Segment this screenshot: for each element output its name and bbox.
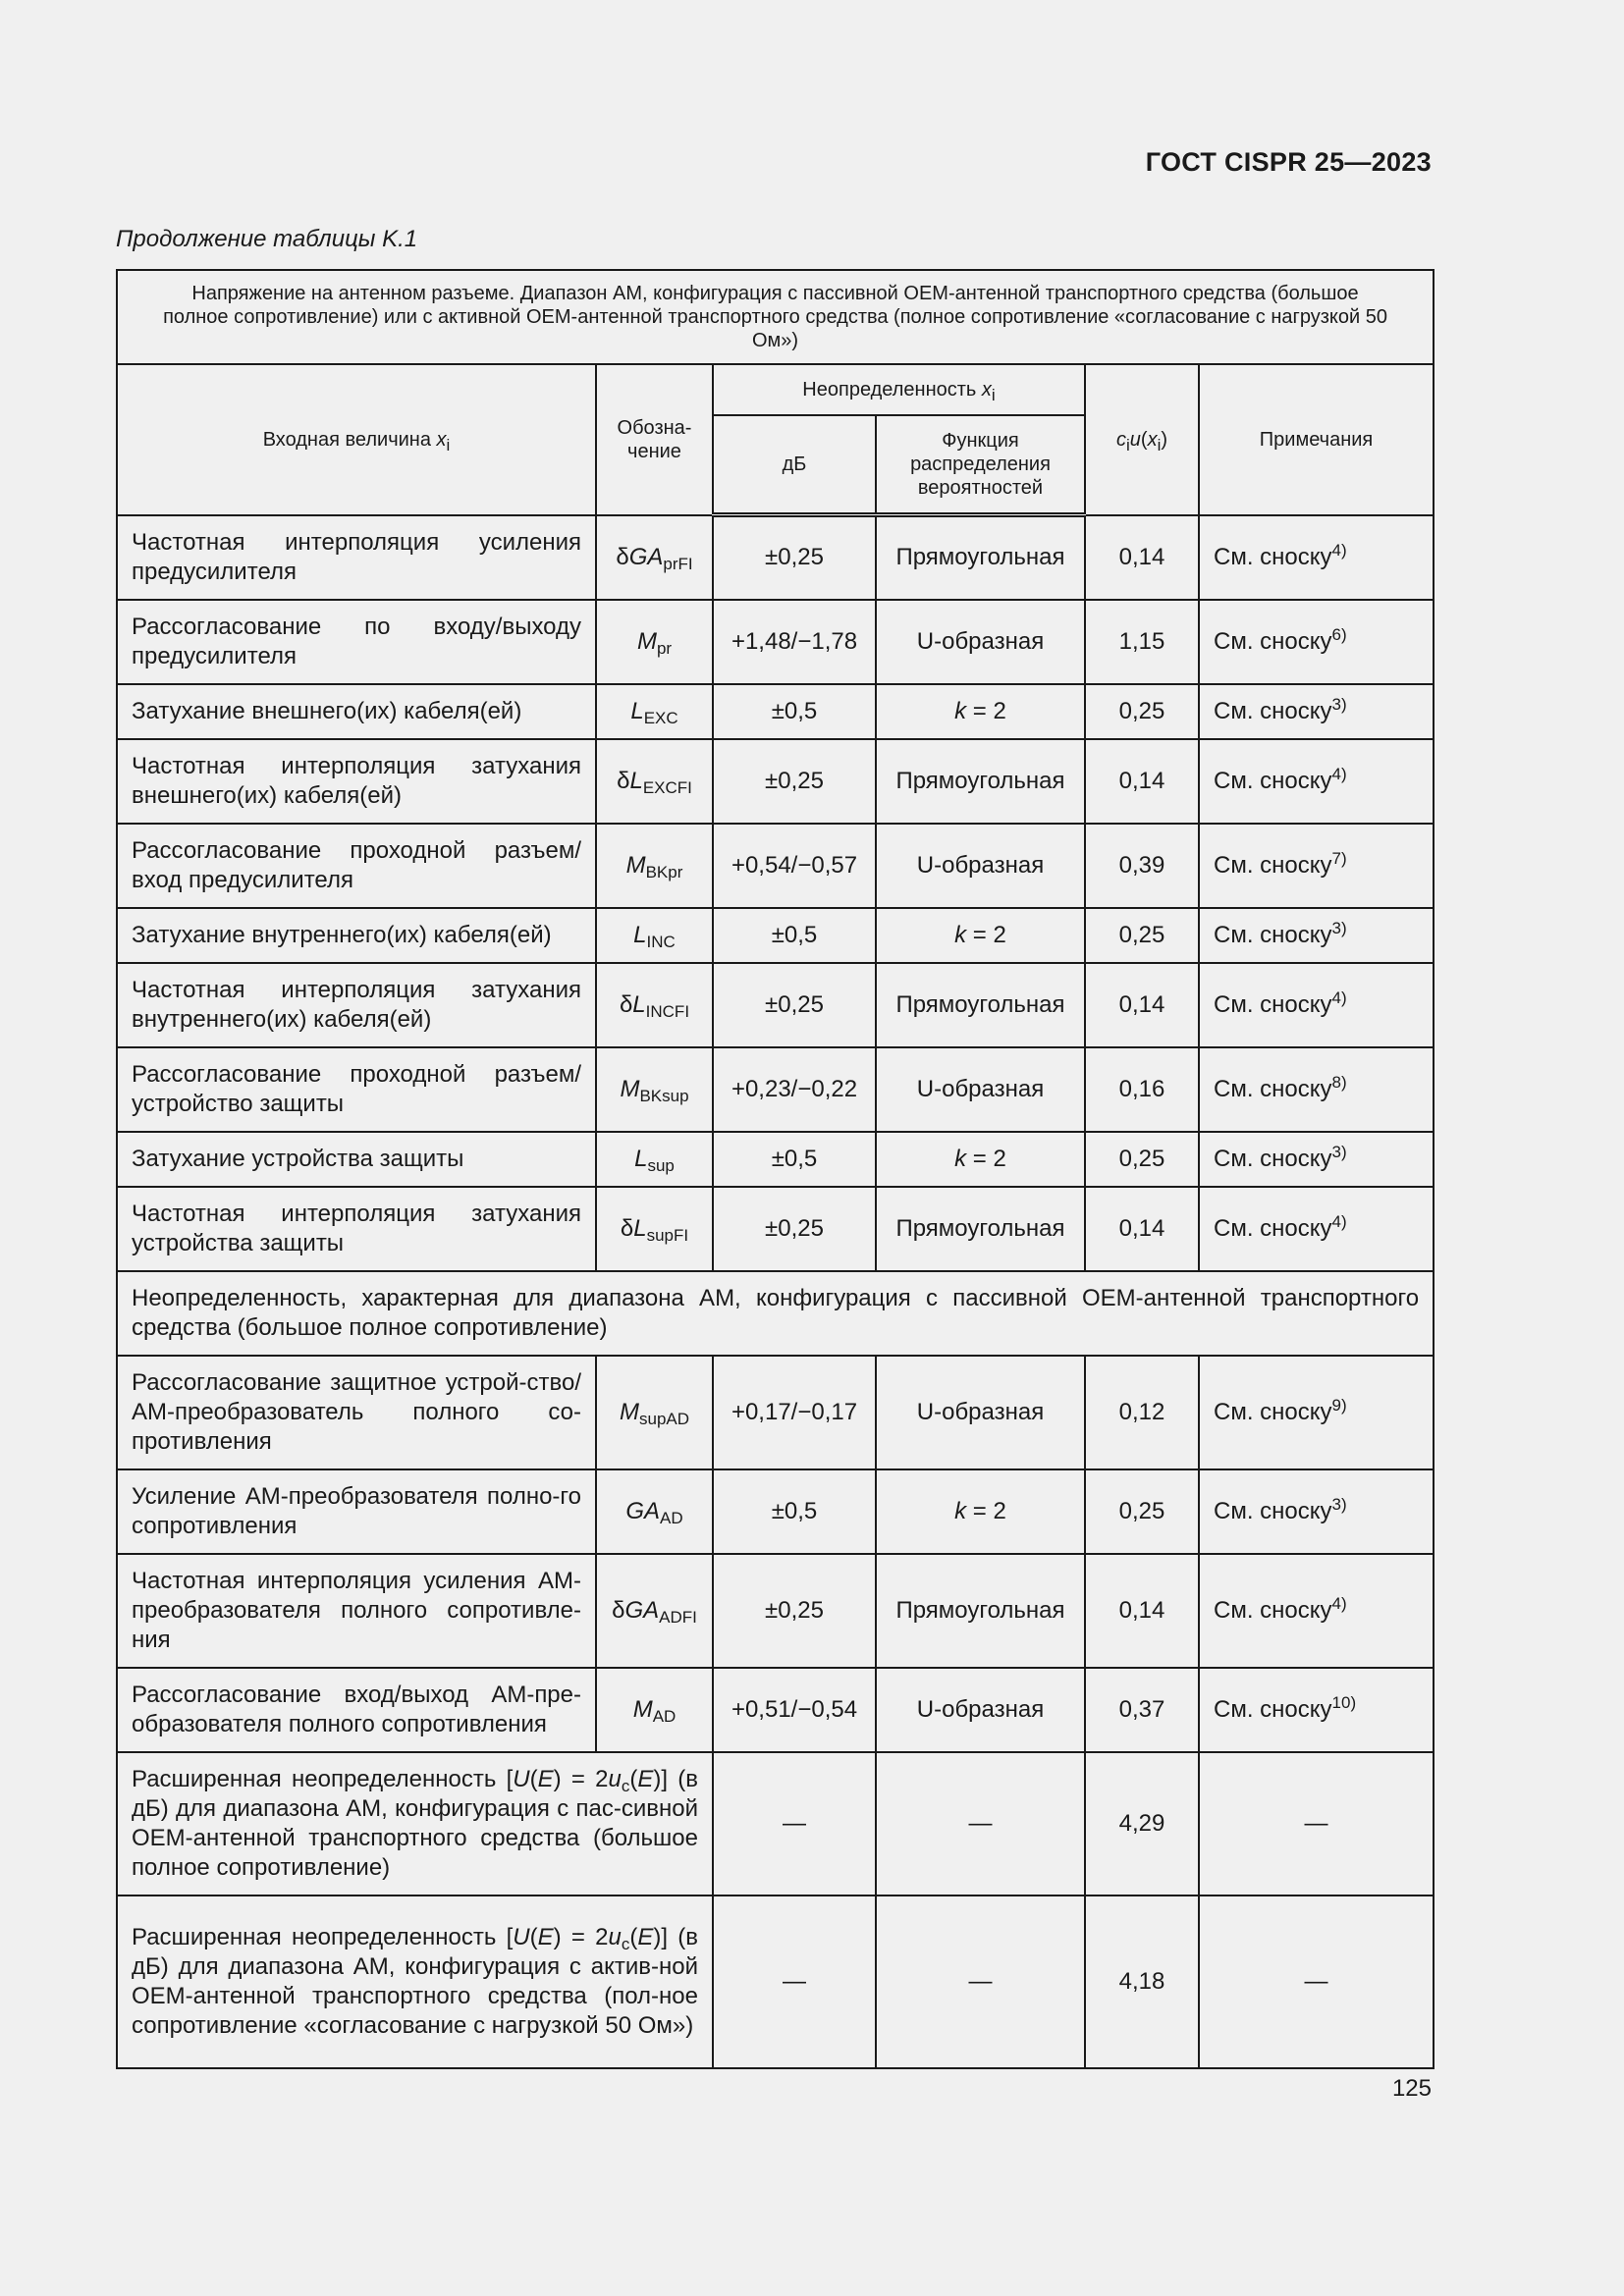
distribution: Прямоугольная <box>876 1187 1085 1271</box>
note-text: См. сноску <box>1214 1075 1332 1102</box>
coverage-factor: k <box>954 697 967 724</box>
designation <box>596 515 713 600</box>
input-quantity: Рассогласование проходной разъем/вход предусилителя <box>117 824 596 908</box>
uncertainty-db: ±0,25 <box>713 963 876 1047</box>
distribution <box>876 684 1085 739</box>
note <box>1199 600 1434 684</box>
distribution: — <box>876 1752 1085 1896</box>
input-quantity: Частотная интерполяция затухания внутреннего(их) кабеля(ей) <box>117 963 596 1047</box>
distribution: U-образная <box>876 1356 1085 1469</box>
designation-symbol: L <box>633 1214 647 1242</box>
designation-prefix: δ <box>617 767 630 794</box>
designation <box>596 963 713 1047</box>
footnote-ref: 6) <box>1331 624 1347 644</box>
distribution <box>876 1132 1085 1187</box>
input-quantity: Рассогласование по входу/выходу предусилителя <box>117 600 596 684</box>
table-title: Напряжение на антенном разъеме. Диапазон АМ, конфигурация с пассивной ОЕМ-антенной транспортного средства (большое полное сопротивление) или с активной ОЕМ-антенной транспортного средства (полное сопротивление «согласование с нагрузкой 50 Ом») <box>117 270 1434 364</box>
ciu-value: 1,15 <box>1085 600 1199 684</box>
distribution: Прямоугольная <box>876 739 1085 824</box>
distribution: U-образная <box>876 1668 1085 1752</box>
note <box>1199 1554 1434 1668</box>
section-title: Неопределенность, характерная для диапазона АМ, конфигурация с пассивной ОЕМ-антенной транспортного средства (большое полное сопротивление) <box>117 1271 1434 1356</box>
footnote-ref: 4) <box>1331 988 1347 1007</box>
uncertainty-db: ±0,25 <box>713 1187 876 1271</box>
footnote-ref: 3) <box>1331 694 1347 714</box>
uncertainty-db: ±0,25 <box>713 515 876 600</box>
coverage-factor: k <box>954 921 967 948</box>
table-row <box>117 963 1434 1047</box>
ciu-value: 0,16 <box>1085 1047 1199 1132</box>
designation-subscript: pr <box>656 638 673 658</box>
ciu-value: 4,29 <box>1085 1752 1199 1896</box>
designation-symbol: L <box>630 697 644 724</box>
designation-subscript: prFI <box>663 554 693 573</box>
ciu-value: 0,37 <box>1085 1668 1199 1752</box>
footnote-ref: 7) <box>1331 848 1347 868</box>
col-header-notes: Примечания <box>1199 364 1434 515</box>
table-row <box>117 1469 1434 1554</box>
note-text: См. сноску <box>1214 1398 1332 1425</box>
input-quantity: Рассогласование проходной разъем/устройство защиты <box>117 1047 596 1132</box>
ciu-value: 0,14 <box>1085 1187 1199 1271</box>
coverage-value: = 2 <box>966 697 1006 724</box>
distribution <box>876 1469 1085 1554</box>
designation-prefix: δ <box>612 1596 625 1624</box>
designation <box>596 684 713 739</box>
note: — <box>1199 1752 1434 1896</box>
uncertainty-db: — <box>713 1896 876 2068</box>
designation-subscript: AD <box>652 1706 677 1726</box>
designation-subscript: BKsup <box>639 1086 689 1105</box>
designation-symbol: GA <box>625 1497 661 1524</box>
uncertainty-db: ±0,25 <box>713 1554 876 1668</box>
note <box>1199 908 1434 963</box>
table-row <box>117 684 1434 739</box>
footnote-ref: 4) <box>1331 540 1347 560</box>
footnote-ref: 8) <box>1331 1072 1347 1092</box>
footnote-ref: 9) <box>1331 1395 1347 1415</box>
footnote-ref: 4) <box>1331 764 1347 783</box>
designation-subscript: BKpr <box>645 862 683 881</box>
designation <box>596 824 713 908</box>
note-text: См. сноску <box>1214 1214 1332 1242</box>
input-quantity: Частотная интерполяция затухания устройства защиты <box>117 1187 596 1271</box>
expanded-uncertainty-label: Расширенная неопределенность $[U(E) = 2u_c(E)]$ (в дБ) для диапазона АМ, конфигурация с актив-ной ОЕМ-антенной транспортного средства (пол-ное сопротивление «согласование с нагрузкой 50 Ом») <box>117 1896 713 2068</box>
designation-prefix: δ <box>619 990 633 1018</box>
table-row <box>117 1668 1434 1752</box>
note-text: См. сноску <box>1214 1695 1332 1723</box>
note <box>1199 1047 1434 1132</box>
note-text: См. сноску <box>1214 1145 1332 1172</box>
ciu-value: 0,25 <box>1085 684 1199 739</box>
table-row <box>117 1356 1434 1469</box>
designation <box>596 1047 713 1132</box>
designation-subscript: INCFI <box>645 1001 690 1021</box>
uncertainty-db: +0,23/−0,22 <box>713 1047 876 1132</box>
page-number: 125 <box>1391 2075 1432 2102</box>
designation-subscript: sup <box>647 1155 675 1175</box>
input-quantity: Частотная интерполяция усиления предусилителя <box>117 515 596 600</box>
uncertainty-db: ±0,25 <box>713 739 876 824</box>
designation-symbol: L <box>629 767 643 794</box>
input-quantity: Частотная интерполяция затухания внешнего(их) кабеля(ей) <box>117 739 596 824</box>
uncertainty-table <box>116 269 1435 2069</box>
ciu-value: 0,14 <box>1085 515 1199 600</box>
distribution: Прямоугольная <box>876 1554 1085 1668</box>
note <box>1199 1187 1434 1271</box>
coverage-value: = 2 <box>966 921 1006 948</box>
designation-subscript: INC <box>646 932 676 951</box>
designation-symbol: L <box>632 990 646 1018</box>
uncertainty-db: — <box>713 1752 876 1896</box>
designation <box>596 1554 713 1668</box>
uncertainty-db: +0,17/−0,17 <box>713 1356 876 1469</box>
input-quantity: Затухание внутреннего(их) кабеля(ей) <box>117 908 596 963</box>
input-quantity: Затухание устройства защиты <box>117 1132 596 1187</box>
table-row <box>117 1187 1434 1271</box>
footnote-ref: 4) <box>1331 1593 1347 1613</box>
ciu-value: 0,14 <box>1085 1554 1199 1668</box>
input-quantity: Частотная интерполяция усиления АМ-преобразователя полного сопротивле-ния <box>117 1554 596 1668</box>
note <box>1199 684 1434 739</box>
table-row <box>117 1047 1434 1132</box>
note <box>1199 1668 1434 1752</box>
footnote-ref: 3) <box>1331 918 1347 937</box>
coverage-factor: k <box>954 1145 967 1172</box>
ciu-value: 0,14 <box>1085 739 1199 824</box>
ciu-value: 0,25 <box>1085 1469 1199 1554</box>
col-header-designation: Обозна-чение <box>596 364 713 515</box>
footnote-ref: 10) <box>1331 1692 1357 1712</box>
note-text: См. сноску <box>1214 921 1332 948</box>
designation <box>596 1356 713 1469</box>
distribution: U-образная <box>876 1047 1085 1132</box>
designation <box>596 1187 713 1271</box>
designation <box>596 739 713 824</box>
note <box>1199 824 1434 908</box>
designation-subscript: ADFI <box>659 1607 697 1627</box>
uncertainty-db: ±0,5 <box>713 908 876 963</box>
designation <box>596 908 713 963</box>
designation-symbol: M <box>636 627 657 655</box>
note <box>1199 1469 1434 1554</box>
table-row <box>117 908 1434 963</box>
coverage-value: = 2 <box>966 1145 1006 1172</box>
designation-subscript: AD <box>660 1508 683 1527</box>
note-text: См. сноску <box>1214 851 1332 879</box>
designation-symbol: M <box>625 851 646 879</box>
distribution: U-образная <box>876 600 1085 684</box>
designation <box>596 600 713 684</box>
table-row <box>117 1132 1434 1187</box>
col-header-ciu: $c_iu(x_i)$ <box>1085 364 1199 515</box>
note-text: См. сноску <box>1214 627 1332 655</box>
designation-symbol: L <box>633 921 647 948</box>
table-row <box>117 600 1434 684</box>
uncertainty-db: ±0,5 <box>713 1469 876 1554</box>
designation <box>596 1469 713 1554</box>
note <box>1199 1132 1434 1187</box>
table-row <box>117 1554 1434 1668</box>
expanded-uncertainty-row <box>117 1752 1434 1896</box>
ciu-value: 0,39 <box>1085 824 1199 908</box>
designation-prefix: δ <box>620 1214 634 1242</box>
designation-subscript: EXC <box>643 708 678 727</box>
designation-subscript: supAD <box>638 1409 690 1428</box>
table-title-row <box>117 270 1434 364</box>
ciu-value: 4,18 <box>1085 1896 1199 2068</box>
ciu-value: 0,14 <box>1085 963 1199 1047</box>
footnote-ref: 3) <box>1331 1494 1347 1514</box>
uncertainty-db: +0,54/−0,57 <box>713 824 876 908</box>
designation-symbol: M <box>632 1695 653 1723</box>
input-quantity: Рассогласование вход/выход АМ-пре-образователя полного сопротивления <box>117 1668 596 1752</box>
designation-symbol: L <box>634 1145 648 1172</box>
uncertainty-db: +1,48/−1,78 <box>713 600 876 684</box>
note-text: См. сноску <box>1214 990 1332 1018</box>
expanded-uncertainty-label: Расширенная неопределенность $[U(E) = 2u_c(E)]$ (в дБ) для диапазона АМ, конфигурация с пас-сивной ОЕМ-антенной транспортного средства (большое полное сопротивление) <box>117 1752 713 1896</box>
distribution: Прямоугольная <box>876 515 1085 600</box>
ciu-value: 0,25 <box>1085 908 1199 963</box>
col-header-distribution: Функция распределения вероятностей <box>876 415 1085 515</box>
ciu-value: 0,12 <box>1085 1356 1199 1469</box>
designation-prefix: δ <box>616 543 629 570</box>
distribution <box>876 908 1085 963</box>
designation-symbol: GA <box>624 1596 660 1624</box>
ciu-value: 0,25 <box>1085 1132 1199 1187</box>
note <box>1199 1356 1434 1469</box>
note: — <box>1199 1896 1434 2068</box>
table-row <box>117 515 1434 600</box>
input-quantity: Затухание внешнего(их) кабеля(ей) <box>117 684 596 739</box>
designation <box>596 1132 713 1187</box>
col-header-uncertainty: Неопределенность $x_i$ <box>713 364 1085 415</box>
uncertainty-db: +0,51/−0,54 <box>713 1668 876 1752</box>
uncertainty-db: ±0,5 <box>713 1132 876 1187</box>
distribution: Прямоугольная <box>876 963 1085 1047</box>
expanded-uncertainty-row <box>117 1896 1434 2068</box>
distribution: U-образная <box>876 824 1085 908</box>
section-row <box>117 1271 1434 1356</box>
designation-symbol: M <box>619 1398 639 1425</box>
designation-subscript: EXCFI <box>642 777 692 797</box>
table-caption: Продолжение таблицы K.1 <box>116 226 418 252</box>
distribution: — <box>876 1896 1085 2068</box>
input-quantity: Рассогласование защитное устрой-ство/АМ-преобразователь полного со-противления <box>117 1356 596 1469</box>
note <box>1199 963 1434 1047</box>
table-row <box>117 739 1434 824</box>
uncertainty-db: ±0,5 <box>713 684 876 739</box>
footnote-ref: 3) <box>1331 1142 1347 1161</box>
note-text: См. сноску <box>1214 543 1332 570</box>
document-code: ГОСТ CISPR 25—2023 <box>1145 147 1432 177</box>
designation-subscript: supFI <box>646 1225 689 1245</box>
header-row-1 <box>117 364 1434 415</box>
coverage-factor: k <box>954 1497 967 1524</box>
designation-symbol: GA <box>628 543 664 570</box>
note-text: См. сноску <box>1214 1497 1332 1524</box>
designation <box>596 1668 713 1752</box>
coverage-value: = 2 <box>966 1497 1006 1524</box>
note <box>1199 515 1434 600</box>
note-text: См. сноску <box>1214 767 1332 794</box>
col-header-db: дБ <box>713 415 876 515</box>
note-text: См. сноску <box>1214 1596 1332 1624</box>
table-row <box>117 824 1434 908</box>
note <box>1199 739 1434 824</box>
note-text: См. сноску <box>1214 697 1332 724</box>
footnote-ref: 4) <box>1331 1211 1347 1231</box>
col-header-input: Входная величина $x_i$ <box>117 364 596 515</box>
input-quantity: Усиление АМ-преобразователя полно-го сопротивления <box>117 1469 596 1554</box>
designation-symbol: M <box>620 1075 640 1102</box>
